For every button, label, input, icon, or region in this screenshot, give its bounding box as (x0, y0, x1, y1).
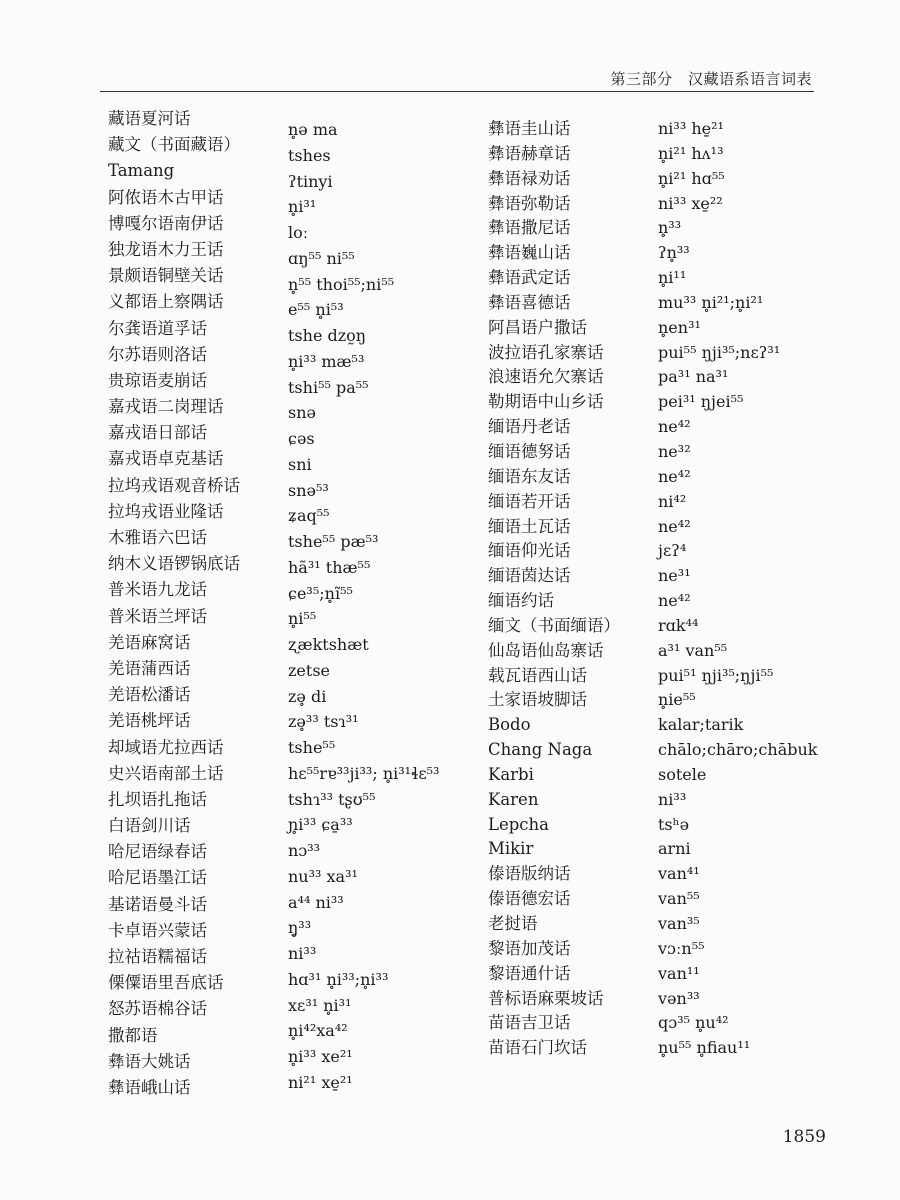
word-form: ne⁴² (658, 591, 691, 611)
word-form: n̥ie⁵⁵ (658, 690, 696, 710)
language-name: 羌语蒲西话 (108, 658, 191, 678)
language-name: 缅语仰光话 (488, 541, 571, 561)
language-name: 彝语弥勒话 (488, 193, 571, 213)
word-form: pa³¹ na³¹ (658, 367, 729, 387)
word-form: van¹¹ (658, 963, 700, 983)
language-name: Tamang (108, 161, 175, 181)
word-form: sotele (658, 764, 707, 784)
language-name: 阿昌语户撒话 (488, 317, 587, 337)
word-form: ʐæktshæt (288, 635, 369, 654)
word-form: hã³¹ thæ⁵⁵ (288, 557, 371, 577)
word-form: qɔ³⁵ n̥u⁴² (658, 1013, 729, 1033)
language-name: 彝语峨山话 (108, 1077, 191, 1097)
language-name: 缅语德努话 (488, 441, 571, 461)
word-form: pei³¹ ŋjei⁵⁵ (658, 392, 744, 412)
word-form: ʔtinyi (288, 171, 333, 191)
language-name: 尔苏语则洛话 (108, 344, 207, 364)
language-name: 白语剑川话 (108, 816, 191, 836)
language-name: 土家语坡脚话 (488, 690, 587, 710)
language-name: 黎语加茂话 (488, 938, 571, 958)
word-form: ne⁴² (658, 417, 691, 437)
language-name: 哈尼语墨江话 (108, 868, 207, 888)
word-form: loː (288, 223, 309, 242)
word-form: ne⁴² (658, 516, 691, 536)
language-name: 藏文（书面藏语） (108, 135, 240, 155)
word-form: n̥³³ (658, 218, 682, 238)
word-form: mu³³ n̥i²¹;n̥i²¹ (658, 292, 764, 312)
language-name: 彝语武定话 (488, 268, 571, 288)
language-name: Bodo (488, 715, 531, 735)
word-form: van⁵⁵ (658, 889, 700, 909)
language-name: Lepcha (488, 814, 549, 834)
word-form: ni³³ (658, 789, 687, 809)
language-name: 缅语东友话 (488, 466, 571, 486)
language-name: Chang Naga (488, 740, 593, 760)
word-form: a⁴⁴ ni³³ (288, 892, 344, 912)
word-form: ɲ̥i³³ ɕa̱³³ (288, 815, 353, 835)
language-name: Karbi (488, 764, 534, 784)
language-name: 彝语大姚话 (108, 1051, 191, 1071)
word-form: a³¹ van⁵⁵ (658, 640, 728, 660)
word-form: zə̥³³ tsɿ³¹ (288, 712, 359, 732)
word-form: snə (288, 403, 316, 423)
word-form: n̥ə ma (288, 120, 338, 139)
word-form: n̥i³¹ (288, 197, 317, 217)
language-name: 载瓦语西山话 (488, 665, 587, 685)
word-form: tshɿ³³ tʂʊ⁵⁵ (288, 789, 376, 809)
word-form: tsʰə (658, 814, 690, 834)
word-form: n̥i³³ mæ⁵³ (288, 351, 365, 371)
word-form: nu³³ xa³¹ (288, 866, 358, 886)
language-name: 义都语上察隅话 (108, 292, 224, 312)
word-form: ni²¹ xe̱²¹ (288, 1072, 353, 1092)
word-form: nɔ³³ (288, 841, 321, 860)
language-name: 拉坞戎语观音桥话 (108, 475, 240, 495)
language-name: Mikir (488, 839, 534, 859)
word-form: ʔn̥³³ (658, 243, 690, 263)
language-name: 独龙语木力王话 (108, 239, 224, 259)
running-header: 第三部分 汉藏语系语言词表 (610, 70, 812, 88)
language-name: 拉祜语糯福话 (108, 947, 207, 966)
word-form: ni³³ (288, 944, 317, 963)
language-name: 普米语九龙话 (108, 580, 207, 600)
language-name: 嘉戎语卓克基话 (108, 449, 224, 469)
language-name: 彝语禄劝话 (488, 168, 571, 188)
language-name: 缅语丹老话 (488, 417, 571, 437)
word-form: van³⁵ (658, 914, 700, 933)
language-name: 苗语石门坎话 (488, 1038, 587, 1058)
word-form: n̥i³³ xe²¹ (288, 1047, 353, 1066)
word-form: jɛʔ⁴ (658, 541, 687, 561)
language-name: 尔龚语道孚话 (108, 318, 207, 338)
language-name: 卡卓语兴蒙话 (108, 920, 207, 940)
language-name: 阿侬语木古甲话 (108, 187, 224, 207)
language-name: 勒期语中山乡话 (488, 392, 604, 412)
word-form: ni⁴² (658, 491, 687, 511)
left-form-column (288, 117, 439, 1096)
word-form: n̥u⁵⁵ n̥fiau¹¹ (658, 1038, 751, 1058)
word-form: ɑŋ⁵⁵ ni⁵⁵ (288, 248, 355, 268)
word-form: ni³³ xe̱²² (658, 193, 723, 213)
language-name: 彝语圭山话 (488, 119, 571, 138)
language-name: 仙岛语仙岛寨话 (488, 640, 604, 660)
word-form: n̥i⁴²xa⁴² (288, 1021, 348, 1041)
language-name: 彝语赫章话 (488, 143, 571, 163)
word-form: zə̥ di (288, 686, 327, 706)
language-name: 浪速语允欠寨话 (488, 367, 604, 387)
language-name: 彝语撒尼话 (488, 218, 571, 238)
language-name: 缅语若开话 (488, 491, 571, 511)
word-form: ʑaq⁵⁵ (288, 506, 330, 526)
word-form: van⁴¹ (658, 864, 700, 884)
word-form: n̥en³¹ (658, 317, 701, 337)
word-form: ni³³ he̱²¹ (658, 119, 724, 138)
word-form: ɕəs (288, 429, 315, 448)
language-name: 缅文（书面缅语） (488, 615, 620, 635)
language-name: 普米语兰坪话 (108, 606, 207, 626)
right-form-column (658, 117, 817, 1061)
word-form: pui⁵¹ ŋji³⁵;ŋji⁵⁵ (658, 665, 774, 685)
language-name: 博嘎尔语南伊话 (108, 213, 224, 233)
language-name: 藏语夏河话 (108, 109, 191, 128)
language-name: 傈僳语里吾底话 (108, 973, 224, 993)
language-name: 扎坝语扎拖话 (108, 789, 207, 809)
language-name: 嘉戎语日部话 (108, 423, 207, 443)
word-form: n̥i¹¹ (658, 268, 687, 288)
language-name: 普标语麻栗坡话 (488, 988, 604, 1008)
language-name: 怒苏语棉谷话 (108, 999, 207, 1019)
language-name: 哈尼语绿春话 (108, 842, 207, 862)
word-form: n̥⁵⁵ thoi⁵⁵;ni⁵⁵ (288, 274, 395, 294)
language-name: 缅语约话 (488, 591, 554, 611)
language-name: 彝语喜德话 (488, 292, 571, 312)
language-name: 羌语松潘话 (108, 685, 191, 705)
language-name: 拉坞戎语业隆话 (108, 501, 224, 521)
word-form: ɕe³⁵;n̥ĩ⁵⁵ (288, 583, 353, 603)
word-form: n̥i²¹ hʌ¹³ (658, 143, 724, 163)
word-form: ne³² (658, 441, 691, 461)
word-form: ne⁴² (658, 466, 691, 486)
language-name: 撒都语 (108, 1025, 158, 1045)
language-name: 苗语吉卫话 (488, 1013, 571, 1033)
language-name: 却域语尤拉西话 (108, 737, 224, 757)
language-name: 木雅语六巴话 (108, 528, 207, 547)
word-form: tshe⁵⁵ pæ⁵³ (288, 532, 379, 551)
word-form: sni (288, 454, 312, 474)
word-form: tshe dzo̰ŋ (288, 326, 367, 345)
language-name: 纳木义语锣锅底话 (108, 554, 240, 574)
language-name: 波拉语孔家寨话 (488, 342, 604, 362)
word-form: tshi⁵⁵ pa⁵⁵ (288, 377, 369, 397)
word-form: vɔːn⁵⁵ (658, 938, 705, 958)
header-rule (100, 91, 814, 92)
language-name: 景颇语铜壁关话 (108, 266, 224, 286)
language-name: 老挝语 (488, 914, 538, 933)
language-name: 基诺语曼斗话 (108, 894, 207, 914)
language-name: 黎语通什话 (488, 963, 571, 983)
word-form: xɛ³¹ n̥i³¹ (288, 995, 352, 1015)
word-form: ŋ̥³³ (288, 918, 312, 938)
word-form: pui⁵⁵ ŋji³⁵;nɛʔ³¹ (658, 342, 781, 362)
language-name: 彝语巍山话 (488, 243, 571, 263)
word-form: hɛ⁵⁵rɐ³³ji³³; n̥i³¹ɬɛ⁵³ (288, 763, 440, 783)
word-form: tshe⁵⁵ (288, 738, 336, 757)
language-name: 羌语麻窝话 (108, 632, 191, 652)
word-form: snə⁵³ (288, 480, 329, 500)
word-form: e⁵⁵ n̥i⁵³ (288, 300, 344, 320)
word-form: ne³¹ (658, 566, 691, 586)
language-name: Karen (488, 789, 539, 809)
language-name: 嘉戎语二岗理话 (108, 397, 224, 417)
language-name: 缅语土瓦话 (488, 516, 571, 536)
left-language-column (108, 106, 240, 1101)
page-number: 1859 (782, 1127, 826, 1147)
word-form: arni (658, 839, 691, 859)
language-name: 傣语版纳话 (488, 864, 571, 884)
word-form: n̥i⁵⁵ (288, 609, 317, 629)
language-name: 贵琼语麦崩话 (108, 370, 207, 390)
language-name: 傣语德宏话 (488, 889, 571, 909)
word-form: chālo;chāro;chābuk (658, 740, 818, 760)
language-name: 史兴语南部土话 (108, 763, 224, 783)
word-form: rɑk⁴⁴ (658, 615, 699, 635)
word-form: tshes (288, 145, 331, 165)
word-form: n̥i²¹ hɑ⁵⁵ (658, 168, 725, 188)
word-form: zetse (288, 660, 331, 680)
right-language-column (488, 117, 620, 1061)
word-form: hɑ³¹ n̥i³³;n̥i³³ (288, 969, 389, 989)
language-name: 羌语桃坪话 (108, 711, 191, 731)
word-form: kalar;tarik (658, 715, 744, 735)
language-name: 缅语茵达话 (488, 566, 571, 586)
word-form: vən³³ (658, 988, 700, 1008)
